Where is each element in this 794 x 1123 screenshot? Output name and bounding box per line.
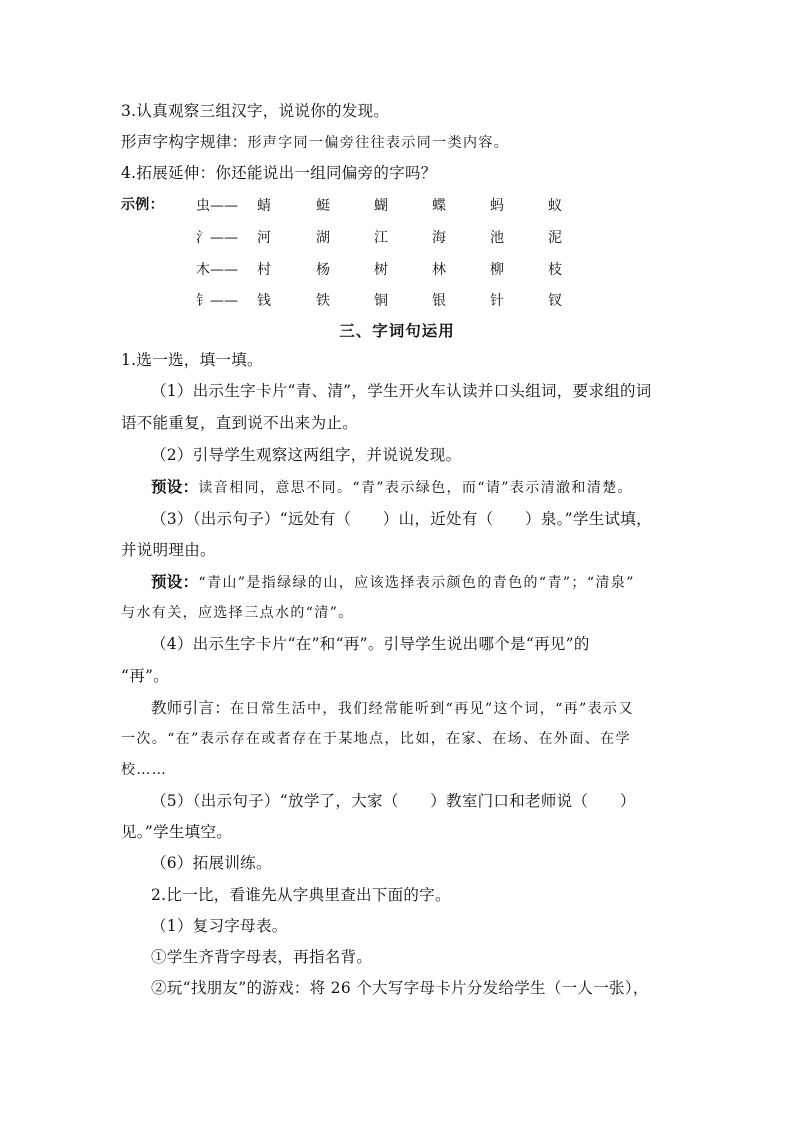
example-character: 蜻 (257, 198, 271, 214)
example-radical: 木—— (196, 262, 238, 278)
example-character: 铁 (316, 293, 330, 309)
teacher-intro-label: 教师引言： (151, 699, 231, 717)
example-character: 钗 (548, 293, 562, 309)
example-radical: 虫—— (196, 198, 238, 214)
example-radical: 钅—— (196, 293, 238, 309)
example-character: 河 (257, 230, 271, 246)
paragraph-step-6: （6）拓展训练。 (151, 854, 272, 872)
paragraph-observe-groups: 3.认真观察三组汉字，说说你的发现。 (121, 102, 390, 120)
example-character: 枝 (548, 262, 562, 278)
example-character: 蝶 (432, 198, 446, 214)
paragraph-find-friends: ②玩“找朋友”的游戏：将 26 个大写字母卡片分发给学生（一人一张）， (151, 979, 649, 997)
example-character: 江 (374, 230, 388, 246)
paragraph-teacher-intro-end: 校…… (121, 762, 168, 778)
example-character: 湖 (316, 230, 330, 246)
example-character: 蚂 (490, 198, 504, 214)
example-character: 针 (490, 293, 504, 309)
paragraph-step-4: （4）出示生字卡片“在”和“再”。引导学生说出哪个是“再见”的 (151, 635, 590, 653)
example-character: 池 (490, 230, 504, 246)
paragraph-step-5-cont: 见。”学生填空。 (121, 823, 233, 841)
preset-label: 预设： (151, 572, 199, 591)
example-character: 泥 (548, 230, 562, 246)
example-character: 村 (257, 262, 271, 278)
paragraph-compare: 2.比一比，看谁先从字典里查出下面的字。 (151, 886, 451, 904)
paragraph-teacher-intro (151, 698, 634, 719)
paragraph-preset-1 (151, 477, 633, 498)
paragraph-choose-fill: 1.选一选，填一填。 (121, 351, 263, 369)
teacher-intro-text: 在日常生活中，我们经常能听到“再见”这个词，“再”表示又 (230, 701, 634, 717)
example-character: 海 (432, 230, 446, 246)
rule-label: 形声字构字规律： (121, 133, 248, 151)
paragraph-preset-2-cont: 与水有关，应选择三点水的“清”。 (121, 605, 354, 621)
example-character: 铜 (374, 293, 388, 309)
paragraph-step-2: （2）引导学生观察这两组字，并说说发现。 (151, 446, 462, 464)
preset-text: “青山”是指绿绿的山，应该选择表示颜色的青色的“青”；“清泉” (198, 575, 635, 591)
example-character: 林 (432, 262, 446, 278)
paragraph-step-5: （5）（出示句子）“放学了，大家（ ）教室门口和老师说（ ） (151, 792, 636, 810)
example-label: 示例： (121, 197, 164, 213)
paragraph-recite: ①学生齐背字母表，再指名背。 (151, 948, 373, 966)
example-character: 蜓 (316, 198, 330, 214)
example-radical: 氵—— (196, 230, 238, 246)
paragraph-teacher-intro-cont: 一次。“在”表示存在或者存在于某地点，比如，在家、在场、在外面、在学 (121, 731, 631, 747)
paragraph-step-1: （1）出示生字卡片“青、清”，学生开火车认读并口头组词，要求组的词 (151, 382, 652, 400)
paragraph-step-3-cont: 并说明理由。 (121, 541, 216, 559)
section-heading: 三、字词句运用 (339, 321, 455, 340)
example-character: 蝴 (374, 198, 388, 214)
paragraph-preset-2 (151, 572, 635, 593)
example-character: 银 (432, 293, 446, 309)
preset-label: 预设： (151, 477, 199, 496)
example-character: 蚁 (548, 198, 562, 214)
example-character: 杨 (316, 262, 330, 278)
example-character: 钱 (257, 293, 271, 309)
rule-text: 形声字同一偏旁往往表示同一类内容。 (247, 135, 510, 151)
example-character: 柳 (490, 262, 504, 278)
example-character: 树 (374, 262, 388, 278)
paragraph-step-4-cont: “再”。 (121, 667, 170, 685)
paragraph-review-alphabet: （1）复习字母表。 (151, 917, 288, 935)
paragraph-step-3: （3）（出示句子）“远处有（ ）山，近处有（ ）泉。”学生试填， (151, 510, 652, 528)
preset-text: 读音相同，意思不同。“青”表示绿色，而“请”表示清澈和清楚。 (198, 480, 634, 496)
paragraph-extension: 4.拓展延伸：你还能说出一组同偏旁的字吗？ (121, 164, 437, 182)
paragraph-step-1-cont: 语不能重复，直到说不出来为止。 (121, 414, 359, 432)
paragraph-phonogram-rule (121, 132, 509, 153)
